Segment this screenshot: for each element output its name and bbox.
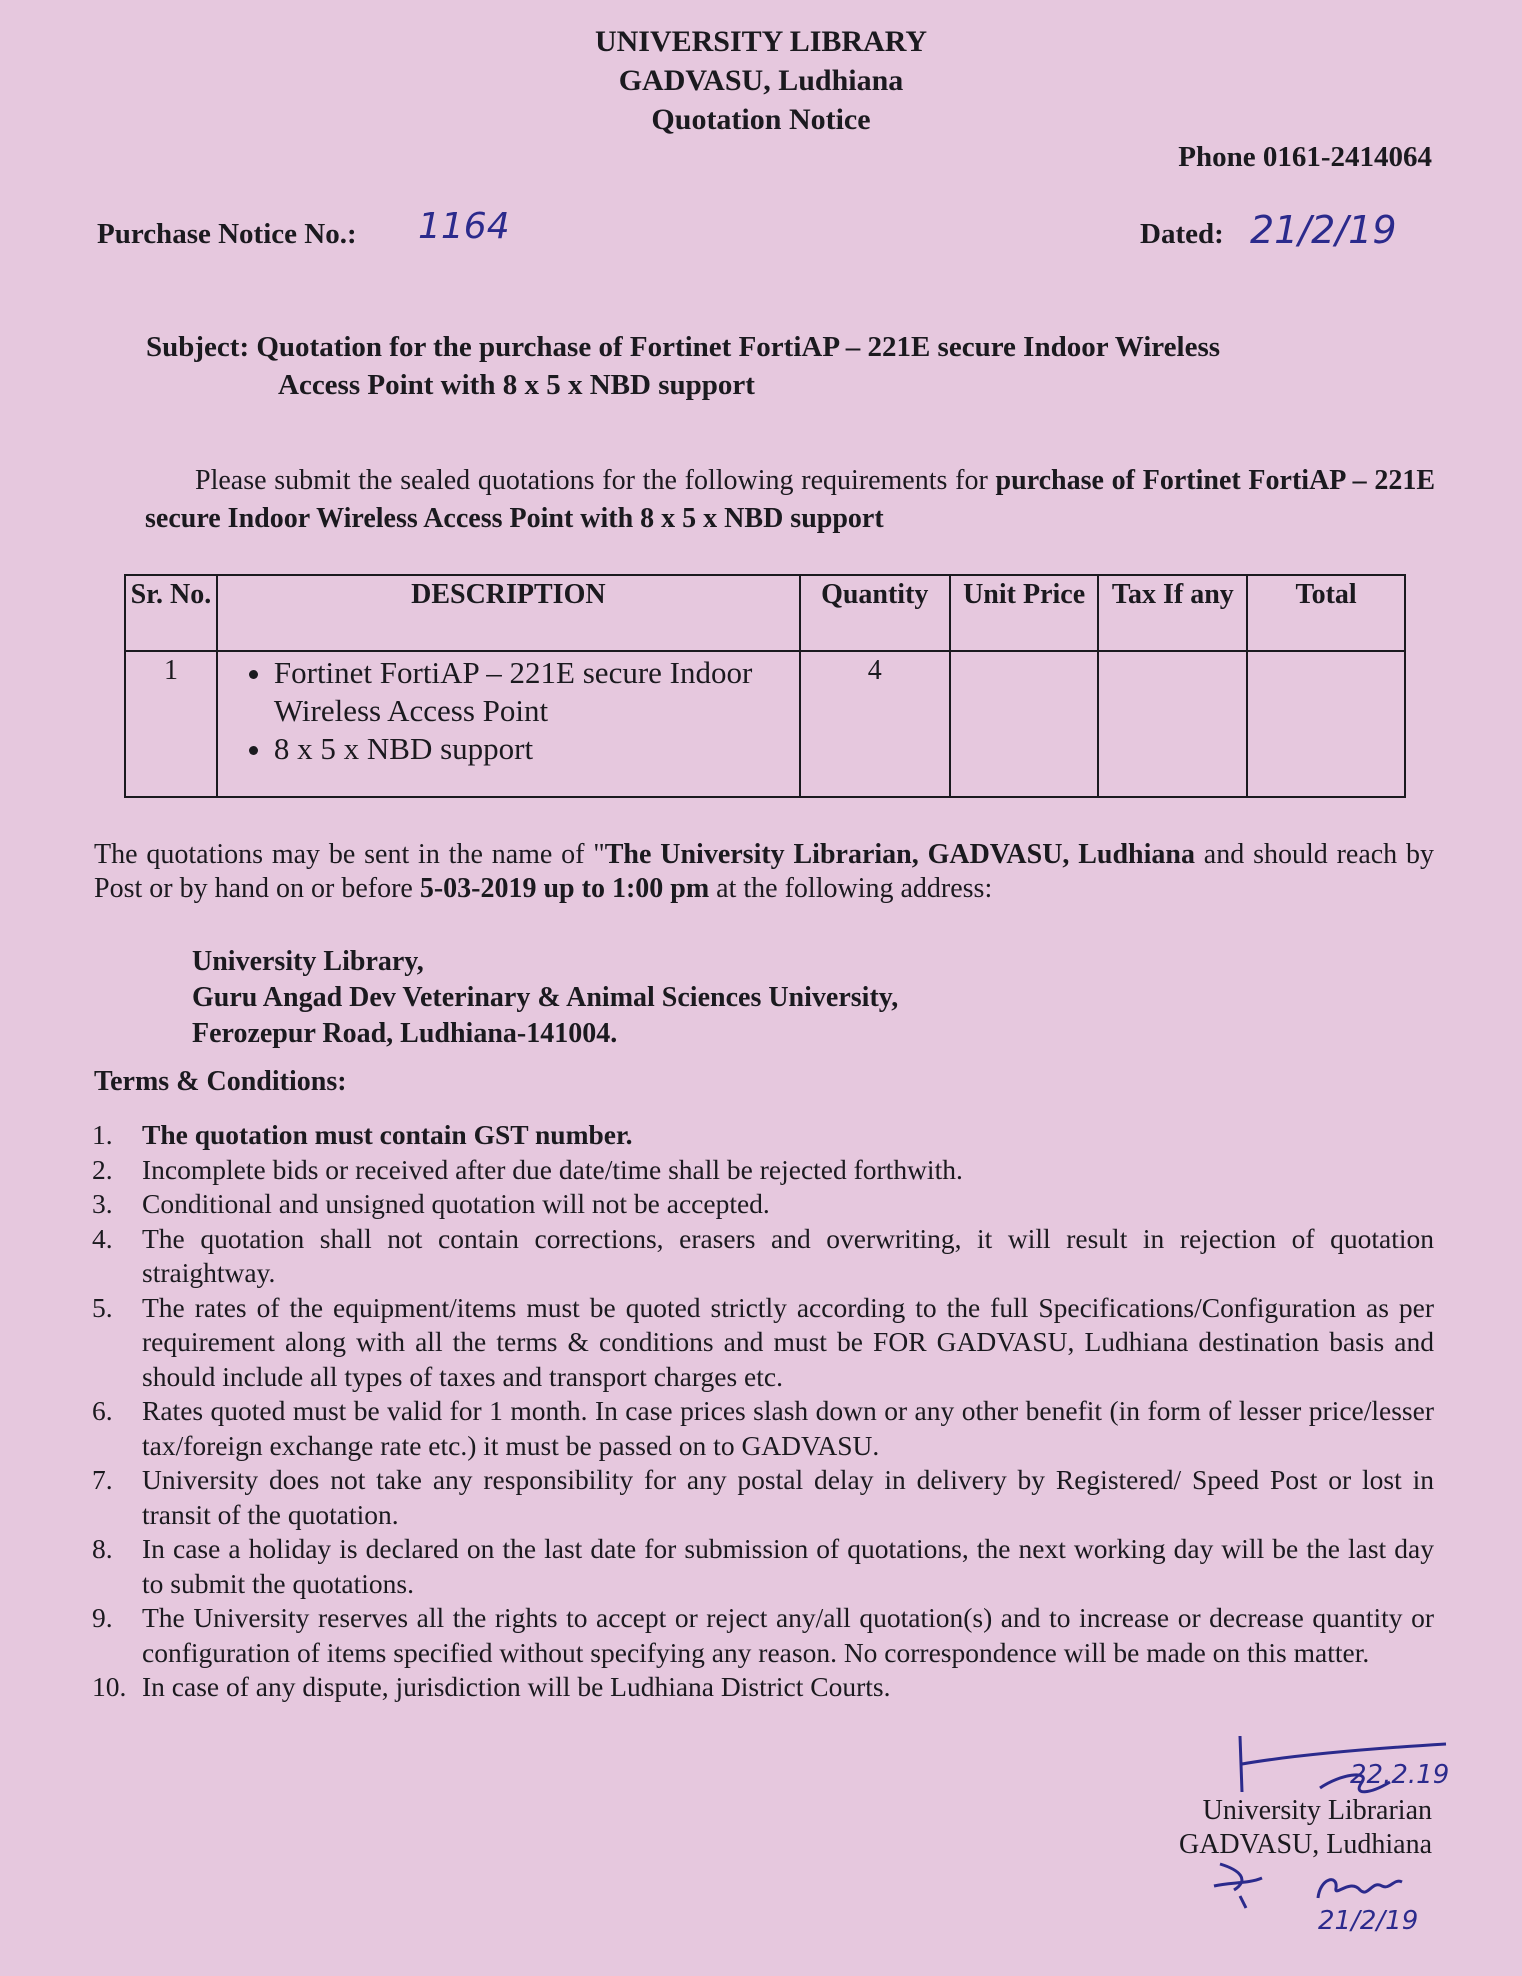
cell-quantity: 4 [800,651,950,797]
purchase-notice-number: 1164 [418,206,510,247]
header-unit-price: Unit Price [950,575,1099,651]
table-header-row [125,575,1405,651]
address-line: University Library, [192,946,424,977]
delivery-paragraph [94,838,1434,906]
term-item: 4. The quotation shall not contain corrections, erasers and overwriting, it will result in rejection of quotation straightway. [92,1222,1434,1288]
intro-paragraph [145,462,1435,538]
address-block [192,944,898,1052]
signature-title-line1: University Librarian [1202,1795,1432,1826]
term-item: 3. Conditional and unsigned quotation will not be accepted. [92,1188,770,1219]
header-total: Total [1247,575,1405,651]
terms-title: Terms & Conditions: [94,1066,347,1097]
address-line: Ferozepur Road, Ludhiana-141004. [192,1018,618,1049]
intro-text: Please submit the sealed quotations for the following requirements for [195,465,988,496]
cell-tax [1098,651,1247,797]
header [0,22,1522,139]
subject-line2: Access Point with 8 x 5 x NBD support [278,369,755,401]
table-row [125,651,1405,797]
term-item: 10. In case of any dispute, jurisdiction will be Ludhiana District Courts. [92,1671,891,1702]
cell-total [1247,651,1405,797]
phone-number: Phone 0161-2414064 [1178,141,1432,173]
dated-label: Dated: [1140,218,1224,250]
dated-value: 21/2/19 [1250,208,1397,252]
delivery-text-3: at the following address: [709,873,993,904]
delivery-text-2: and should reach by Post or by hand on or before [94,839,1434,904]
initials-mark [1200,1856,1290,1916]
cell-unit-price [950,651,1099,797]
term-item: 6. Rates quoted must be valid for 1 month. In case prices slash down or any other benefit (in form of lesser price/lesser tax/foreign exchange rate etc.) it must be passed on to GADVASU. [92,1395,1434,1461]
cell-description [217,651,800,797]
terms-list [92,1118,1434,1705]
header-description: DESCRIPTION [217,575,800,651]
header-tax: Tax If any [1098,575,1247,651]
header-sr-no: Sr. No. [125,575,217,651]
term-item: 1. The quotation must contain GST number. [92,1119,633,1150]
signature-date: 22.2.19 [1350,1760,1450,1790]
term-item: 7. University does not take any responsibility for any postal delay in delivery by Registered/ Speed Post or lost in transit of the quotation. [92,1464,1434,1530]
items-table [124,574,1406,798]
header-line1: UNIVERSITY LIBRARY [594,25,928,58]
header-quantity: Quantity [800,575,950,651]
delivery-bold-1: The University Librarian, GADVASU, Ludhiana [604,839,1195,870]
header-line3: Quotation Notice [651,103,871,136]
purchase-notice-label: Purchase Notice No.: [97,218,357,250]
initials-date: 21/2/19 [1318,1906,1419,1936]
signature-title-line2: GADVASU, Ludhiana [1178,1829,1432,1860]
delivery-bold-2: 5-03-2019 up to 1:00 pm [419,873,710,904]
term-item: 9. The University reserves all the rights to accept or reject any/all quotation(s) and to increase or decrease quantity or configuration of items specified without specifying any reason. No correspondence will be made on this matter. [92,1602,1434,1668]
description-item: • 8 x 5 x NBD support [274,730,795,768]
delivery-text-1: The quotations may be sent in the name of " [94,839,605,870]
term-item: 8. In case a holiday is declared on the last date for submission of quotations, the next working day will be the last day to submit the quotations. [92,1533,1434,1599]
address-line: Guru Angad Dev Veterinary & Animal Sciences University, [192,982,899,1013]
intro-bold: purchase of Fortinet FortiAP – 221E secure Indoor Wireless Access Point with 8 x 5 x NBD support [145,465,1436,534]
signature-block [1179,1794,1432,1862]
header-line2: GADVASU, Ludhiana [618,64,904,97]
subject [146,328,1220,404]
subject-line1: Quotation for the purchase of Fortinet FortiAP – 221E secure Indoor Wireless [256,331,1221,363]
cell-sr-no: 1 [125,651,217,797]
term-item: 5. The rates of the equipment/items must be quoted strictly according to the full Specifications/Configuration as per requirement along with all the terms & conditions and must be FOR GADVASU, Ludhiana destination basis and should include all types of taxes and transport charges etc. [92,1291,1434,1392]
initials-signature [1310,1868,1410,1908]
subject-label: Subject: [146,331,250,363]
description-item: • Fortinet FortiAP – 221E secure Indoor Wireless Access Point [274,654,795,730]
term-item: 2. Incomplete bids or received after due date/time shall be rejected forthwith. [92,1153,963,1185]
